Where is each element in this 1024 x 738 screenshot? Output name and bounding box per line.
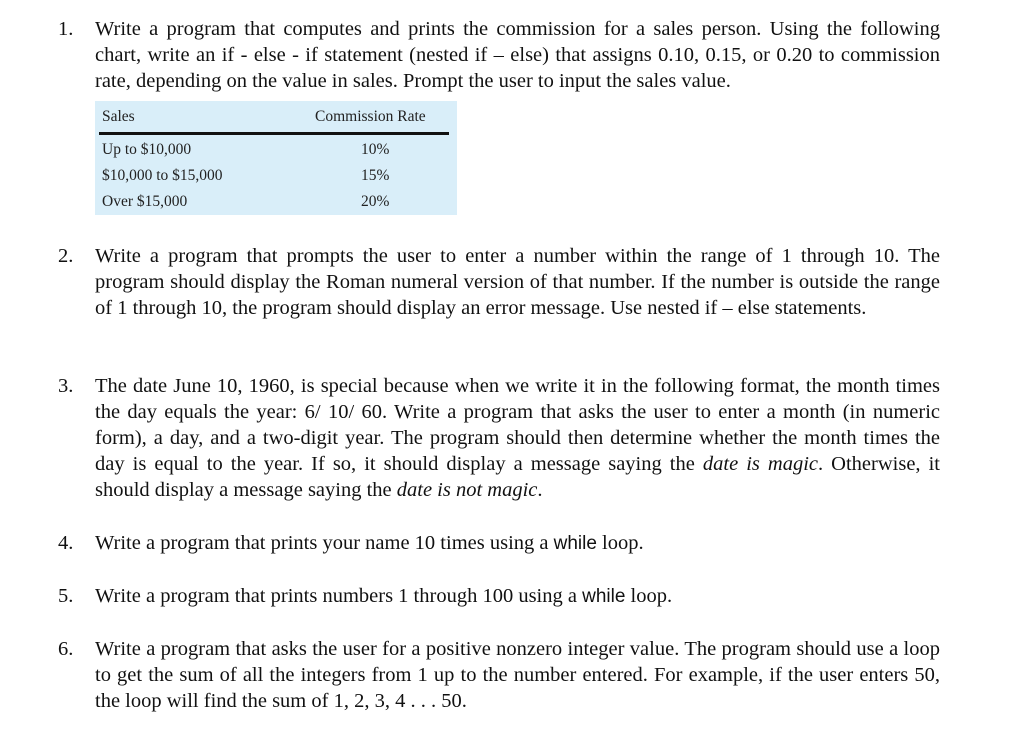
table-cell-rate: 15%: [361, 167, 390, 184]
question-text-part: loop.: [596, 532, 644, 554]
question-5: [58, 583, 940, 611]
table-cell-rate: 20%: [361, 193, 390, 210]
question-text-italic: date is not magic: [396, 479, 538, 501]
question-3: [58, 373, 940, 505]
question-6: [58, 636, 940, 716]
table-header-rule: [99, 132, 449, 135]
commission-rate-table: [95, 101, 457, 215]
question-number: 2.: [58, 245, 74, 267]
question-text: [95, 373, 940, 503]
question-text-part: .: [537, 479, 543, 501]
table-header-sales: Sales: [102, 108, 135, 125]
question-number: 1.: [58, 18, 74, 40]
question-text-part: The date June 10, 1960, is special because when we write it in the following format, the month times the day equals the year: 6/ 10/ 60. Write a program that asks the user to enter a month (in numeric form), a day, and a two-digit year. The program should then determine whether the month times the day is equal to the year. If so, it should display a message saying the: [95, 375, 940, 475]
question-number: 6.: [58, 638, 74, 660]
question-number: 4.: [58, 532, 74, 554]
question-text-part: loop.: [625, 585, 673, 607]
question-text-part: Write a program that prints your name 10 times using a: [95, 532, 554, 554]
question-2: [58, 243, 940, 349]
question-text: Write a program that asks the user for a positive nonzero integer value. The program should use a loop to get the sum of all the integers from 1 up to the number entered. For example, if the user enters 50, the loop will find the sum of 1, 2, 3, 4 . . . 50.: [95, 638, 940, 712]
question-text: [95, 583, 940, 610]
question-1: [58, 16, 940, 96]
question-4: [58, 530, 940, 558]
question-text-part: Write a program that prints numbers 1 through 100 using a: [95, 585, 583, 607]
table-cell-sales: Over $15,000: [102, 193, 188, 210]
question-text: Write a program that computes and prints the commission for a sales person. Using the following chart, write an if - else - if statement (nested if – else) that assigns 0.10, 0.15, or 0.20 to commission rate, depending on the value in sales. Prompt the user to input the sales value.: [95, 18, 940, 92]
question-text: Write a program that prompts the user to enter a number within the range of 1 through 10. The program should display the Roman numeral version of that number. If the number is outside the range of 1 through 10, the program should display an error message. Use nested if – else statements.: [95, 245, 940, 319]
table-header-commission-rate: Commission Rate: [315, 108, 426, 125]
table-cell-sales: Up to $10,000: [102, 141, 192, 158]
table-cell-rate: 10%: [361, 141, 390, 158]
question-keyword: while: [582, 586, 626, 607]
table-cell-sales: $10,000 to $15,000: [102, 167, 223, 184]
question-text-part: . Otherwise, it should display a message saying the: [95, 453, 940, 501]
question-number: 5.: [58, 585, 74, 607]
question-text-italic: date is magic: [702, 453, 819, 475]
question-number: 3.: [58, 375, 74, 397]
question-text: [95, 530, 940, 557]
question-keyword: while: [553, 533, 597, 554]
